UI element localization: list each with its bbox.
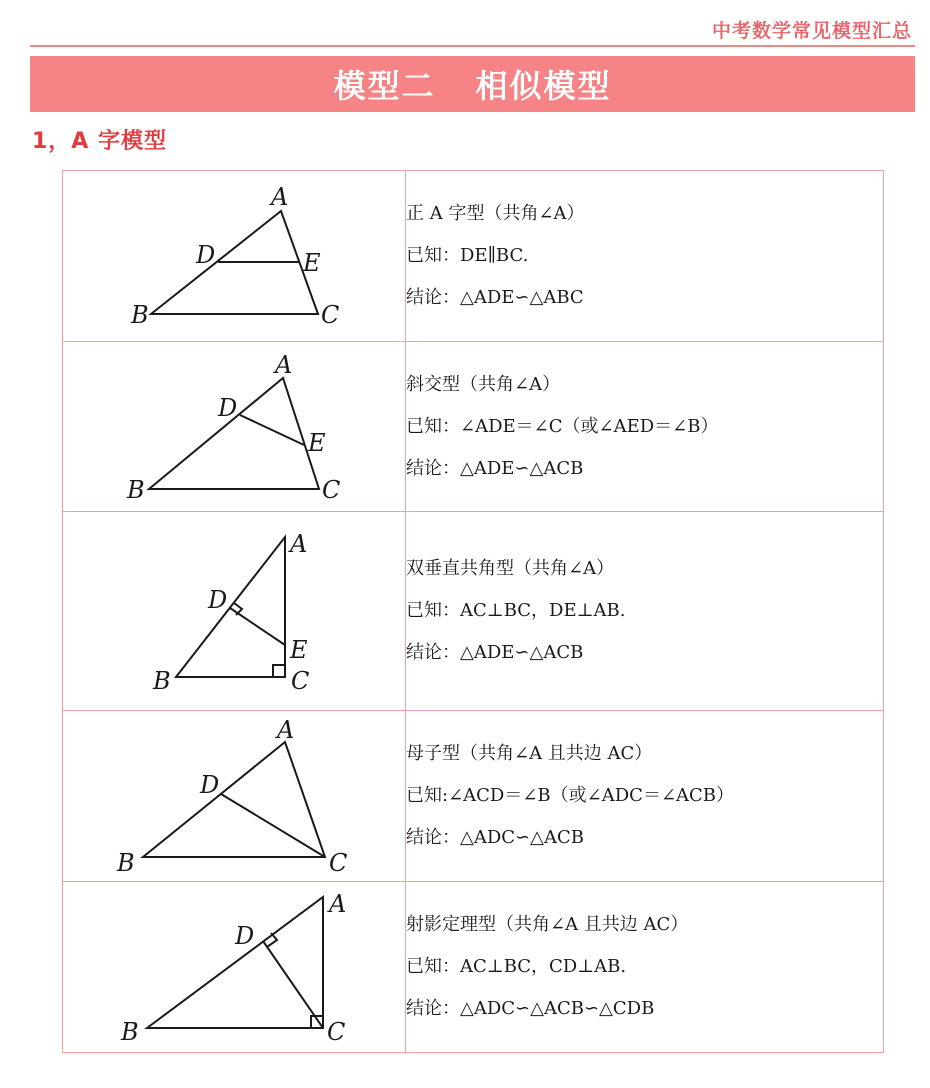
section-title: 1，A 字模型 [32,129,167,154]
conclusion: 结论：△ADE∽△ABC [406,287,584,308]
conclusion: 结论：△ADE∽△ACB [406,457,584,479]
model-row [63,711,884,882]
label-c: C [322,476,341,504]
label-a: A [277,716,295,744]
label-b: B [131,301,149,329]
right-angle-mark-d [267,933,277,947]
chapter-banner [30,56,915,112]
model-type: 母子型（共角∠A 且共边 AC） [406,743,653,764]
model-row [63,882,884,1053]
model-type: 斜交型（共角∠A） [406,373,561,395]
label-c: C [329,849,348,877]
label-b: B [121,1018,139,1046]
triangle-abc [147,897,323,1028]
right-angle-mark-d [234,603,242,615]
segment-cd [221,794,325,857]
figure-cell [63,171,406,342]
model-row [63,512,884,711]
header-note: 中考数学常见模型汇总 [711,20,912,42]
label-e: E [303,249,321,277]
label-c: C [327,1018,346,1046]
given-condition: 已知:∠ACD＝∠B（或∠ADC＝∠ACB） [406,785,735,806]
figure-double-perpendicular [63,512,405,710]
conclusion: 结论：△ADC∽△ACB∽△CDB [406,998,655,1019]
given-condition: 已知：∠ADE＝∠C（或∠AED＝∠B） [406,415,719,437]
banner-title-part1: 模型二 [333,67,436,105]
model-row [63,171,884,342]
label-b: B [153,667,171,695]
figure-cell [63,711,406,882]
conclusion: 结论：△ADC∽△ACB [406,827,584,848]
given-condition: 已知：AC⊥BC，CD⊥AB. [406,956,627,977]
figure-oblique [63,342,405,511]
label-c: C [321,301,340,329]
label-e: E [290,636,308,664]
label-d: D [218,394,238,422]
description-cell [406,711,884,882]
conclusion: 结论：△ADE∽△ACB [406,642,584,663]
label-b: B [127,476,145,504]
model-table [62,170,884,1053]
label-a: A [275,351,293,379]
triangle-abc [176,537,285,677]
label-a: A [271,183,289,211]
given-condition: 已知：AC⊥BC，DE⊥AB. [406,600,626,621]
description-cell [406,171,884,342]
figure-cell [63,342,406,512]
label-a: A [290,530,308,558]
figure-cell [63,512,406,711]
description-cell [406,342,884,512]
right-angle-mark-c [273,665,285,677]
model-type: 射影定理型（共角∠A 且共边 AC） [406,914,689,935]
label-d: D [235,922,255,950]
description-cell [406,512,884,711]
label-b: B [117,849,135,877]
model-row [63,342,884,512]
model-type: 双垂直共角型（共角∠A） [406,558,615,579]
banner-title-part2: 相似模型 [475,67,612,105]
description-cell [406,882,884,1053]
label-d: D [200,771,220,799]
label-a: A [329,890,347,918]
segment-de [240,415,304,445]
given-condition: 已知：DE∥BC. [406,245,529,266]
figure-mother-child [63,711,405,881]
label-c: C [291,667,310,695]
header-divider [30,45,915,47]
model-type: 正 A 字型（共角∠A） [406,203,585,224]
label-e: E [308,429,326,457]
label-d: D [208,586,228,614]
figure-cell [63,882,406,1053]
figure-positive-a [63,171,405,341]
figure-projection-theorem [63,882,405,1052]
segment-cd [263,941,323,1028]
label-d: D [196,241,216,269]
